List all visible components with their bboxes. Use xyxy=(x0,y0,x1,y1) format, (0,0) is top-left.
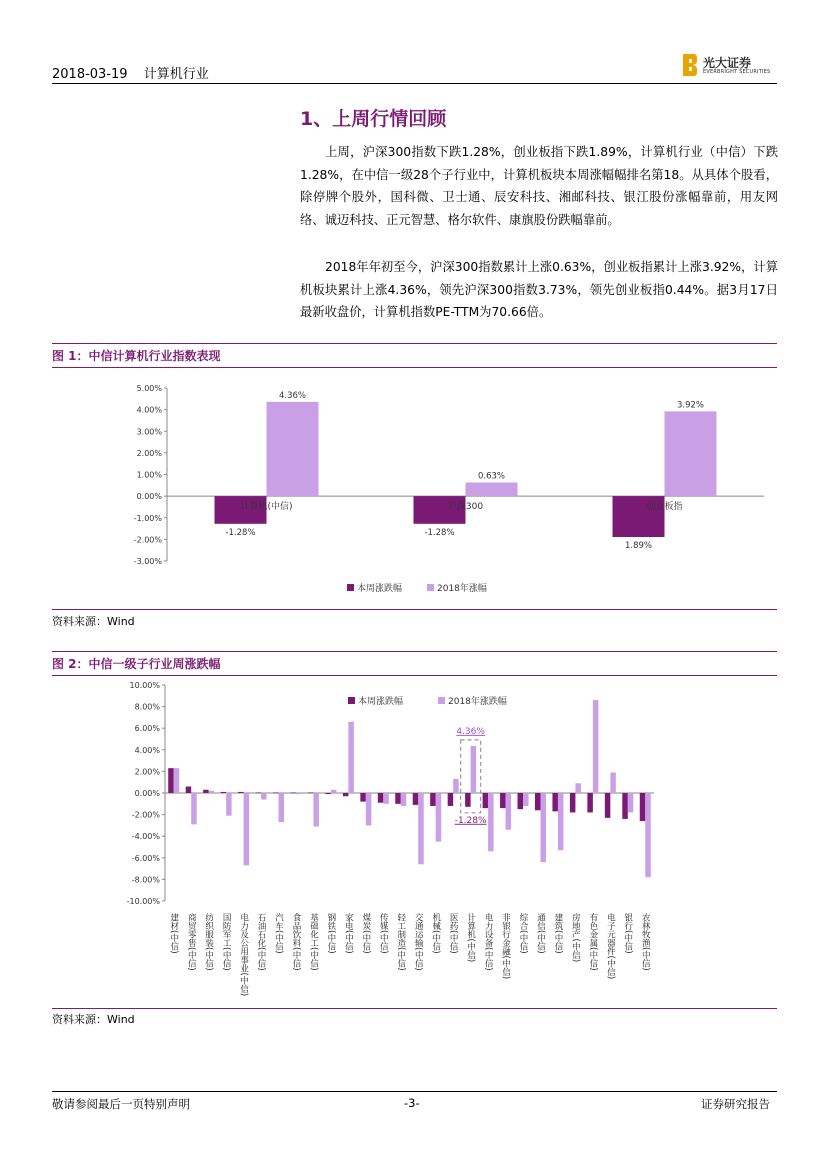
figure1-top-rule xyxy=(52,343,777,344)
fig2-category-label: 通信(中信) xyxy=(535,913,546,954)
fig2-bar xyxy=(331,790,337,793)
figure1-bottom-rule xyxy=(52,609,777,610)
fig2-legend-label: 2018年涨跌幅 xyxy=(448,697,507,707)
footer-rule xyxy=(52,1091,777,1092)
fig2-bar xyxy=(366,793,372,825)
fig2-category-label: 煤炭(中信) xyxy=(360,913,371,954)
fig2-bar xyxy=(244,793,250,865)
logo-cn-text: 光大证券 xyxy=(703,56,752,70)
figure2-source: 资料来源：Wind xyxy=(52,1013,135,1026)
fig2-bar xyxy=(518,793,524,809)
fig2-y-tick-label: 0.00% xyxy=(134,789,160,798)
fig2-bar xyxy=(168,768,174,793)
fig1-data-label: 3.92% xyxy=(676,400,705,411)
fig1-y-tick-label: 1.00% xyxy=(136,470,162,480)
fig2-bar xyxy=(401,793,407,806)
fig2-y-tick-label: 10.00% xyxy=(129,681,160,690)
fig1-y-tick-label: 3.00% xyxy=(136,427,162,437)
fig2-highlight-ytd-label: 4.36% xyxy=(456,726,485,737)
fig2-bar xyxy=(378,793,384,803)
fig2-category-label: 交通运输(中信) xyxy=(413,913,424,971)
fig2-bar xyxy=(628,793,634,812)
fig1-y-tick-label: -1.00% xyxy=(133,513,162,523)
fig2-bar xyxy=(273,792,279,793)
fig2-category-label: 房地产(中信) xyxy=(570,913,581,963)
fig2-bar xyxy=(575,783,581,793)
fig2-category-label: 家电(中信) xyxy=(343,913,354,954)
figure1-source: 资料来源：Wind xyxy=(52,615,135,628)
fig2-bar xyxy=(570,793,576,812)
figure1-chart xyxy=(52,370,777,608)
fig2-bar xyxy=(483,793,489,808)
fig2-bar xyxy=(186,787,192,793)
logo-en-text: EVERBRIGHT SECURITIES xyxy=(703,69,771,75)
fig1-y-tick-label: -2.00% xyxy=(133,535,162,545)
fig2-category-label: 建筑(中信) xyxy=(552,913,563,954)
fig2-bar xyxy=(436,793,442,842)
fig2-bar xyxy=(203,790,209,793)
fig2-y-tick-label: -4.00% xyxy=(131,832,160,842)
fig2-category-label: 医药(中信) xyxy=(448,913,459,954)
fig2-bar xyxy=(238,792,244,793)
fig2-legend-swatch xyxy=(348,697,355,704)
fig2-legend-swatch xyxy=(438,697,445,704)
fig2-bar xyxy=(325,793,331,794)
fig1-data-label: 0.63% xyxy=(477,471,506,482)
logo-mark-icon xyxy=(683,54,697,76)
fig2-y-tick-label: 8.00% xyxy=(134,702,160,712)
fig2-bar xyxy=(256,792,262,793)
fig2-bar xyxy=(540,793,546,862)
fig2-bar xyxy=(552,793,558,811)
report-sector: 计算机行业 xyxy=(143,67,209,82)
report-header xyxy=(52,63,209,82)
fig2-category-label: 建材(中信) xyxy=(168,913,179,954)
fig2-bar xyxy=(383,793,389,804)
fig2-y-tick-label: 4.00% xyxy=(134,745,160,755)
figure2-title-rule xyxy=(52,675,777,676)
fig2-y-tick-label: 6.00% xyxy=(134,724,160,734)
fig2-category-label: 农林牧渔(中信) xyxy=(640,913,651,971)
fig2-bar xyxy=(226,793,232,816)
fig2-bar xyxy=(343,793,349,796)
fig2-category-label: 石油石化(中信) xyxy=(256,913,267,971)
fig2-category-label: 商贸零售(中信) xyxy=(186,913,197,971)
fig1-y-tick-label: 0.00% xyxy=(136,492,162,502)
fig2-category-label: 非银行金融(中信) xyxy=(500,913,511,980)
fig1-legend-label: 本周涨跌幅 xyxy=(357,584,403,594)
fig2-y-tick-label: -10.00% xyxy=(126,897,160,906)
fig2-bar xyxy=(395,793,401,804)
fig2-bar xyxy=(430,793,436,806)
fig2-bar xyxy=(622,793,628,819)
fig2-bar xyxy=(209,791,215,793)
fig2-bar xyxy=(308,792,314,793)
fig1-legend-swatch xyxy=(427,584,434,591)
fig2-bar xyxy=(348,722,354,793)
fig1-y-tick-label: -3.00% xyxy=(133,557,162,566)
fig2-bar xyxy=(448,793,454,806)
figure2-top-rule xyxy=(52,651,777,652)
footer-disclaimer: 敬请参阅最后一页特别声明 xyxy=(52,1097,190,1111)
fig2-bar xyxy=(645,793,651,877)
fig2-y-tick-label: -8.00% xyxy=(131,875,160,885)
fig2-category-label: 国防军工(中信) xyxy=(221,913,232,971)
fig2-bar xyxy=(290,792,296,793)
fig2-bar xyxy=(221,792,227,793)
fig1-category-label: 沪深300 xyxy=(447,502,484,513)
fig2-bar xyxy=(523,793,529,806)
fig2-bar xyxy=(640,793,646,821)
fig2-category-label: 计算机(中信) xyxy=(465,913,476,963)
fig2-bar xyxy=(313,793,319,826)
fig2-bar xyxy=(465,793,471,807)
fig2-category-label: 有色金属(中信) xyxy=(587,913,598,971)
report-date: 2018-03-19 xyxy=(52,67,128,82)
fig1-legend-label: 2018年涨幅 xyxy=(437,584,487,594)
fig2-y-tick-label: -2.00% xyxy=(131,810,160,820)
fig2-bar xyxy=(418,793,424,864)
figure2-chart xyxy=(52,677,777,1007)
fig2-legend-label: 本周涨跌幅 xyxy=(358,697,404,707)
fig2-category-label: 轻工制造(中信) xyxy=(395,913,406,971)
fig2-category-label: 纺织服装(中信) xyxy=(203,913,214,971)
header-rule xyxy=(52,83,777,84)
fig1-y-tick-label: 2.00% xyxy=(136,448,162,458)
fig1-bar xyxy=(267,402,319,496)
fig2-bar xyxy=(296,793,302,794)
paragraph-2: 2018年年初至今，沪深300指数累计上涨0.63%，创业板指累计上涨3.92%，计算机板块累计上涨4.36%，领先沪深300指数3.73%，领先创业板指0.44%。据3月17日最新收盘价，计算机指数PE-TTM为70.66倍。 xyxy=(300,260,778,319)
fig2-highlight-week-label: -1.28% xyxy=(454,815,487,826)
figure1-title: 图 1：中信计算机行业指数表现 xyxy=(52,349,221,363)
fig1-y-tick-label: 5.00% xyxy=(136,384,162,393)
fig2-bar xyxy=(587,793,593,812)
fig2-bar xyxy=(191,793,197,824)
fig2-bar xyxy=(535,793,541,810)
fig2-category-label: 机械(中信) xyxy=(430,913,441,954)
fig1-bar xyxy=(466,483,518,497)
fig2-bar xyxy=(500,793,506,808)
fig1-category-label: 计算机(中信) xyxy=(240,502,293,513)
fig2-bar xyxy=(174,768,180,793)
fig2-bar xyxy=(605,793,611,818)
fig2-bar xyxy=(279,793,285,822)
fig2-bar xyxy=(360,793,366,802)
fig1-category-label: 创业板指 xyxy=(646,502,683,513)
figure1-title-rule xyxy=(52,367,777,368)
figure2-title: 图 2：中信一级子行业周涨跌幅 xyxy=(52,657,221,671)
fig2-bar xyxy=(453,779,459,793)
footer-report-type: 证券研究报告 xyxy=(701,1097,770,1111)
fig2-bar xyxy=(413,793,419,805)
fig1-data-label: 4.36% xyxy=(278,390,307,401)
fig2-bar xyxy=(558,793,564,850)
page-number: -3- xyxy=(404,1096,420,1110)
fig2-category-label: 食品饮料(中信) xyxy=(290,913,301,971)
fig2-category-label: 电力设备(中信) xyxy=(483,913,494,971)
fig2-y-tick-label: 2.00% xyxy=(134,767,160,777)
fig2-category-label: 电力及公用事业(中信) xyxy=(238,913,249,997)
section-title: 1、上周行情回顾 xyxy=(300,108,447,130)
fig1-data-label: -1.28% xyxy=(225,527,256,538)
fig1-y-tick-label: 4.00% xyxy=(136,405,162,415)
fig2-category-label: 综合(中信) xyxy=(518,913,529,954)
paragraph-1: 上周，沪深300指数下跌1.28%，创业板指下跌1.89%，计算机行业（中信）下跌1.28%，在中信一级28个子行业中，计算机板块本周涨幅幅排名第18。从具体个股看，除停牌个股外，国科微、卫士通、辰安科技、湘邮科技、银江股份涨幅靠前，用友网络、诚迈科技、正元智慧、格尔软件、康旗股份跌幅靠前。 xyxy=(300,145,778,227)
fig2-category-label: 基础化工(中信) xyxy=(308,913,319,971)
fig2-bar xyxy=(261,793,267,799)
fig2-bar xyxy=(471,746,477,793)
fig2-y-tick-label: -6.00% xyxy=(131,853,160,863)
fig1-data-label: 1.89% xyxy=(624,540,653,551)
fig2-category-label: 电子元器件(中信) xyxy=(605,913,616,980)
fig2-category-label: 钢铁(中信) xyxy=(325,913,336,954)
fig2-bar xyxy=(610,772,616,793)
fig2-category-label: 汽车(中信) xyxy=(273,913,284,954)
fig2-bar xyxy=(488,793,494,851)
fig1-data-label: -1.28% xyxy=(424,527,455,538)
figure2-bottom-rule xyxy=(52,1008,777,1009)
fig2-bar xyxy=(593,700,599,793)
fig1-bar xyxy=(665,411,717,496)
company-logo xyxy=(683,54,778,78)
fig2-category-label: 银行(中信) xyxy=(622,913,633,954)
fig2-category-label: 传媒(中信) xyxy=(378,913,389,954)
fig1-legend-swatch xyxy=(347,584,354,591)
fig2-bar xyxy=(506,793,512,830)
